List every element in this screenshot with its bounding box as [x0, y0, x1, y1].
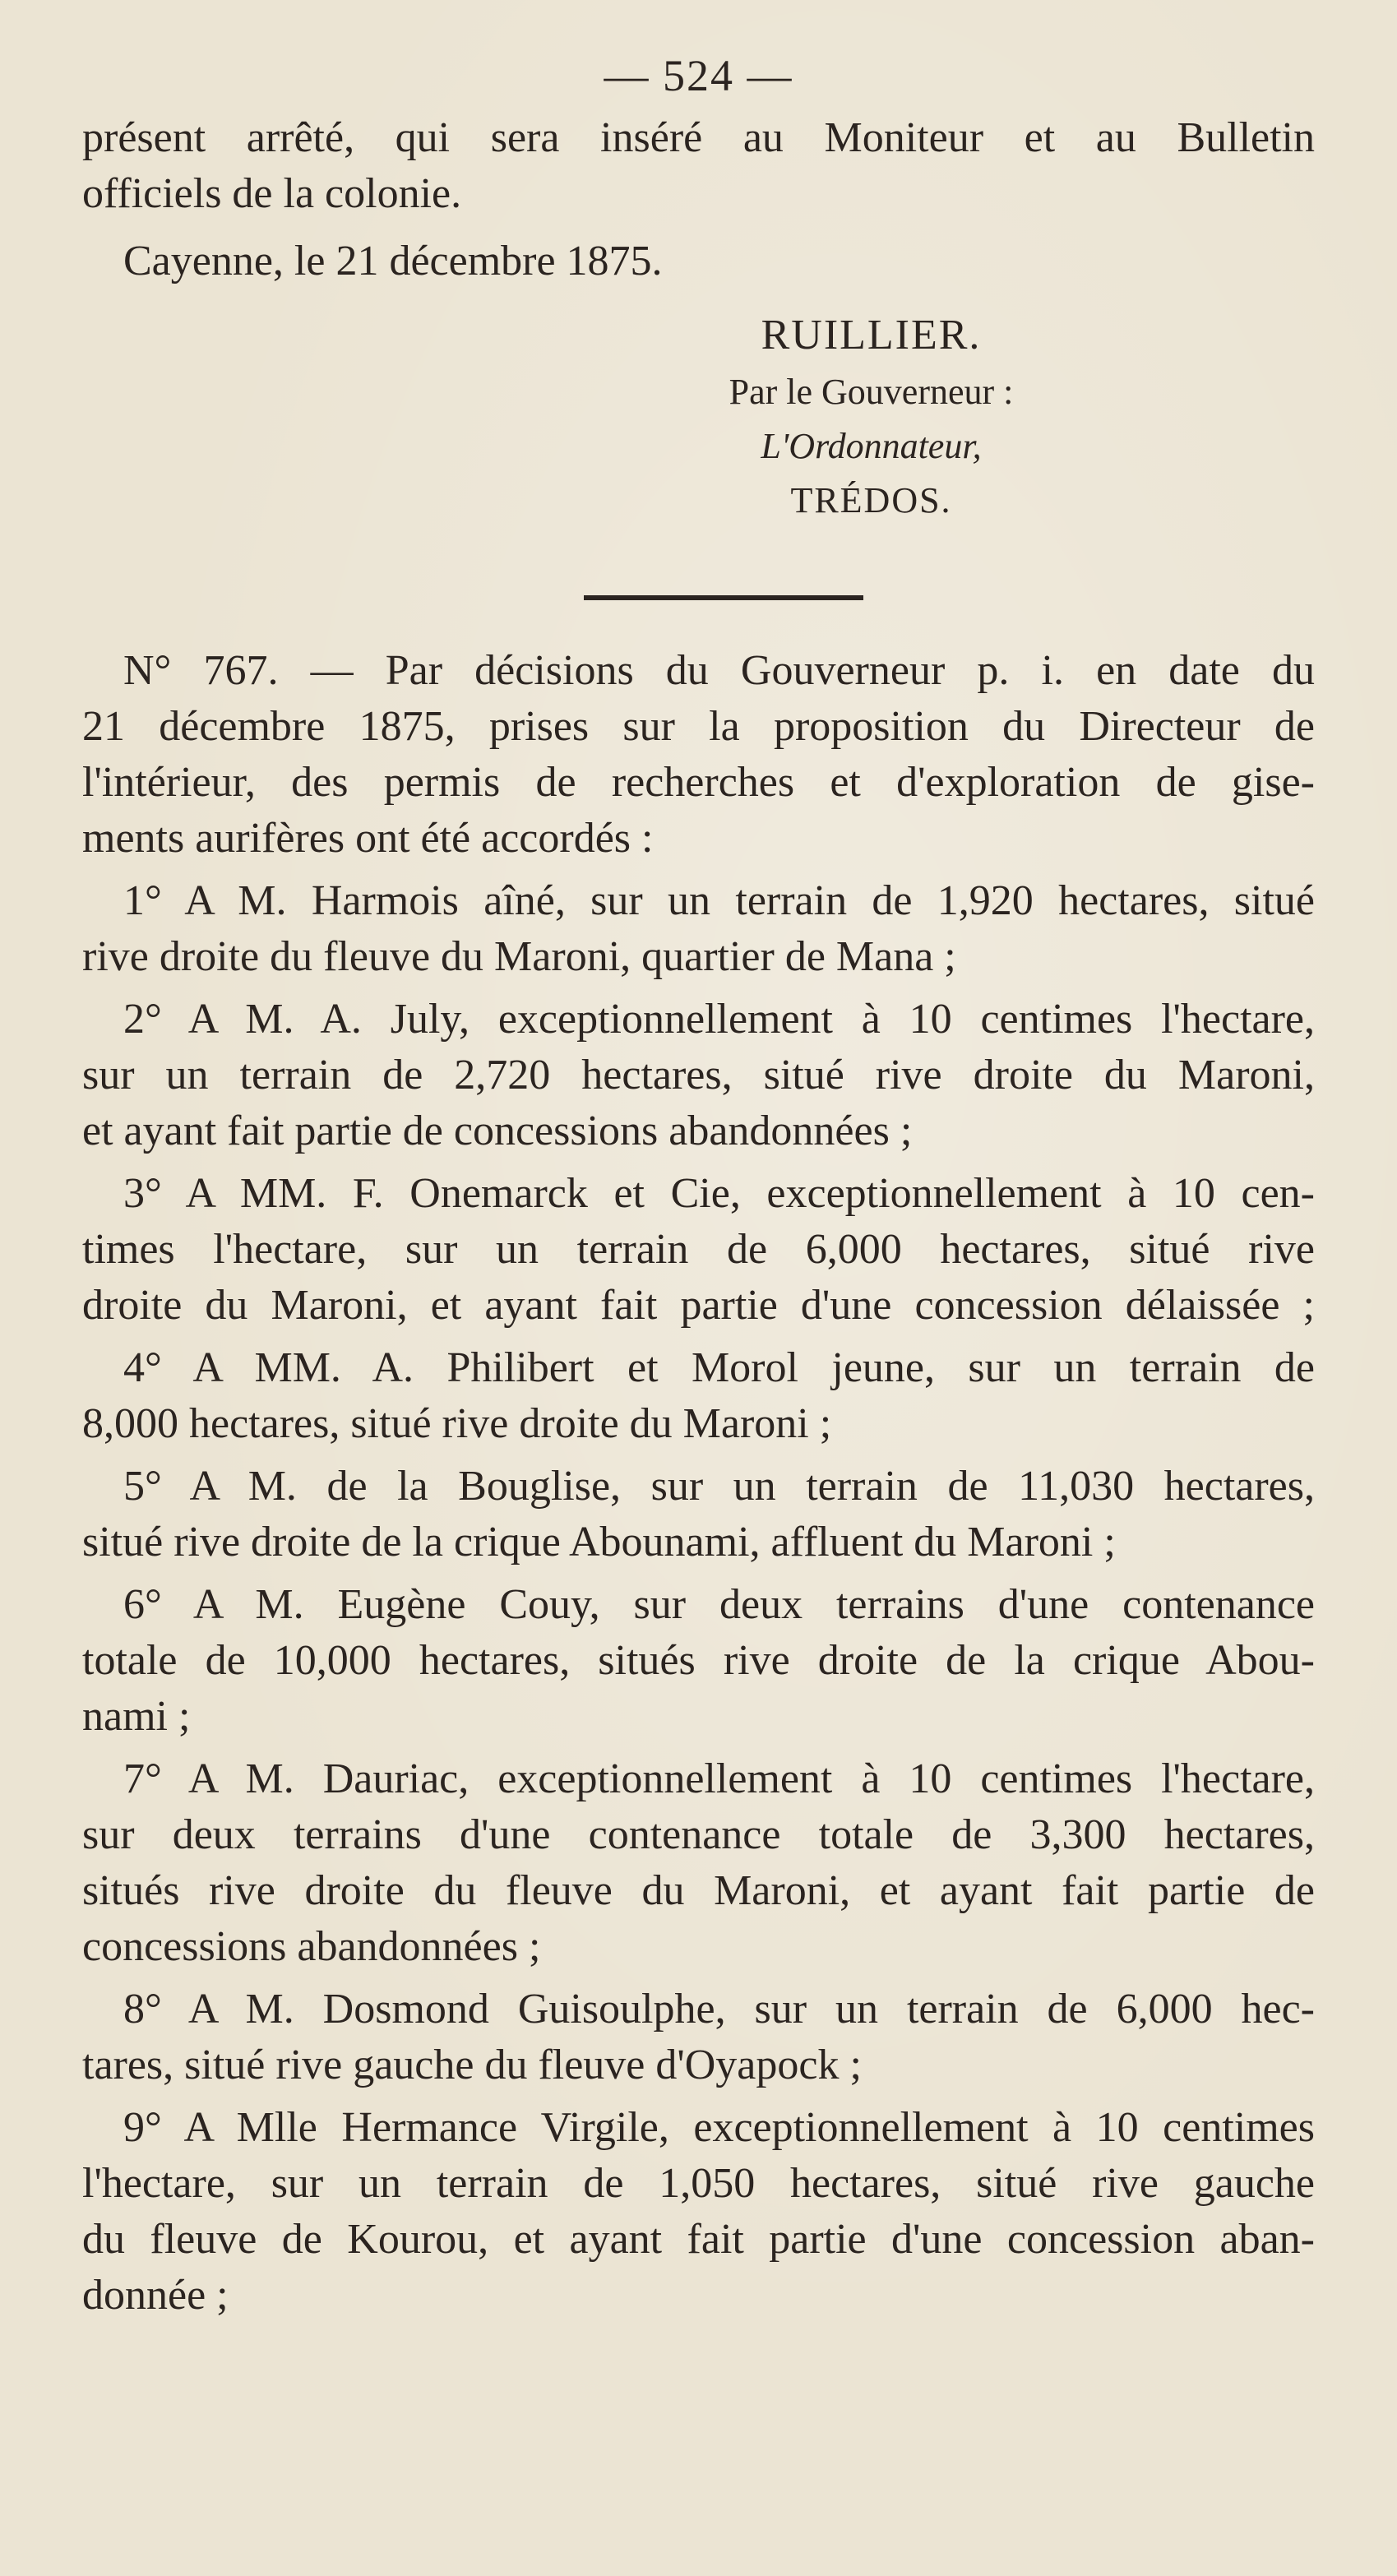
- list-item: [82, 1577, 1315, 1745]
- text-line: 1° A M. Harmois aîné, sur un terrain de 1,920 hectares, situé: [123, 877, 1315, 924]
- text-line: donnée ;: [82, 2272, 229, 2319]
- countersignatory-name: TRÉDOS.: [790, 480, 952, 520]
- text-line: totale de 10,000 hectares, situés rive droite de la crique Abou-: [82, 1637, 1315, 1684]
- list-item: [82, 873, 1315, 985]
- dateline: Cayenne, le 21 décembre 1875.: [123, 238, 663, 284]
- signature-block: [82, 308, 1315, 526]
- text-line: droite du Maroni, et ayant fait partie d'une concession délaissée ;: [82, 1282, 1315, 1329]
- text-line: situés rive droite du fleuve du Maroni, et ayant fait partie de: [82, 1867, 1315, 1914]
- section-divider: [584, 595, 863, 600]
- page-number: — 524 —: [604, 51, 793, 100]
- list-item: [82, 1459, 1315, 1570]
- list-item: [82, 1982, 1315, 2093]
- text-line: concessions abandonnées ;: [82, 1923, 541, 1970]
- text-line: tares, situé rive gauche du fleuve d'Oyapock ;: [82, 2042, 862, 2088]
- signatory-name: RUILLIER.: [761, 312, 982, 358]
- list-item: [82, 2100, 1315, 2324]
- signature-by-line: Par le Gouverneur :: [729, 372, 1014, 412]
- text-line: sur deux terrains d'une contenance totale de 3,300 hectares,: [82, 1811, 1315, 1858]
- text-line: 2° A M. A. July, exceptionnellement à 10 centimes l'hectare,: [123, 996, 1315, 1043]
- text-line: nami ;: [82, 1693, 191, 1740]
- list-item: [82, 992, 1315, 1159]
- text-line: 21 décembre 1875, prises sur la proposition du Directeur de: [82, 703, 1315, 750]
- text-line: l'hectare, sur un terrain de 1,050 hectares, situé rive gauche: [82, 2160, 1315, 2207]
- decision-paragraph: [82, 643, 1315, 867]
- text-line: présent arrêté, qui sera inséré au Moniteur et au Bulletin: [82, 114, 1315, 161]
- text-line: 6° A M. Eugène Couy, sur deux terrains d'une contenance: [123, 1581, 1315, 1628]
- list-item: [82, 1166, 1315, 1334]
- text-line: 5° A M. de la Bouglise, sur un terrain de 11,030 hectares,: [123, 1463, 1315, 1510]
- text-line: 9° A Mlle Hermance Virgile, exceptionnellement à 10 centimes: [123, 2104, 1315, 2151]
- text-line: 8° A M. Dosmond Guisoulphe, sur un terrain de 6,000 hec-: [123, 1986, 1315, 2033]
- text-line: situé rive droite de la crique Abounami, affluent du Maroni ;: [82, 1519, 1116, 1565]
- text-line: sur un terrain de 2,720 hectares, situé rive droite du Maroni,: [82, 1052, 1315, 1098]
- intro-paragraph: [82, 110, 1315, 222]
- list-item: [82, 1751, 1315, 1975]
- text-line: N° 767. — Par décisions du Gouverneur p. i. en date du: [123, 647, 1315, 694]
- text-line: 8,000 hectares, situé rive droite du Maroni ;: [82, 1400, 832, 1447]
- text-line: 7° A M. Dauriac, exceptionnellement à 10 centimes l'hectare,: [123, 1755, 1315, 1802]
- text-line: rive droite du fleuve du Maroni, quartier de Mana ;: [82, 933, 956, 980]
- text-line: l'intérieur, des permis de recherches et d'exploration de gise-: [82, 759, 1315, 806]
- text-line: ments aurifères ont été accordés :: [82, 815, 654, 862]
- signature-role: L'Ordonnateur,: [761, 426, 982, 466]
- text-line: 4° A MM. A. Philibert et Morol jeune, sur un terrain de: [123, 1344, 1315, 1391]
- text-line: et ayant fait partie de concessions abandonnées ;: [82, 1108, 913, 1154]
- text-line: du fleuve de Kourou, et ayant fait partie d'une concession aban-: [82, 2216, 1315, 2263]
- text-line: officiels de la colonie.: [82, 170, 462, 217]
- text-line: 3° A MM. F. Onemarck et Cie, exceptionnellement à 10 cen-: [123, 1170, 1315, 1217]
- list-item: [82, 1340, 1315, 1452]
- text-line: times l'hectare, sur un terrain de 6,000 hectares, situé rive: [82, 1226, 1315, 1273]
